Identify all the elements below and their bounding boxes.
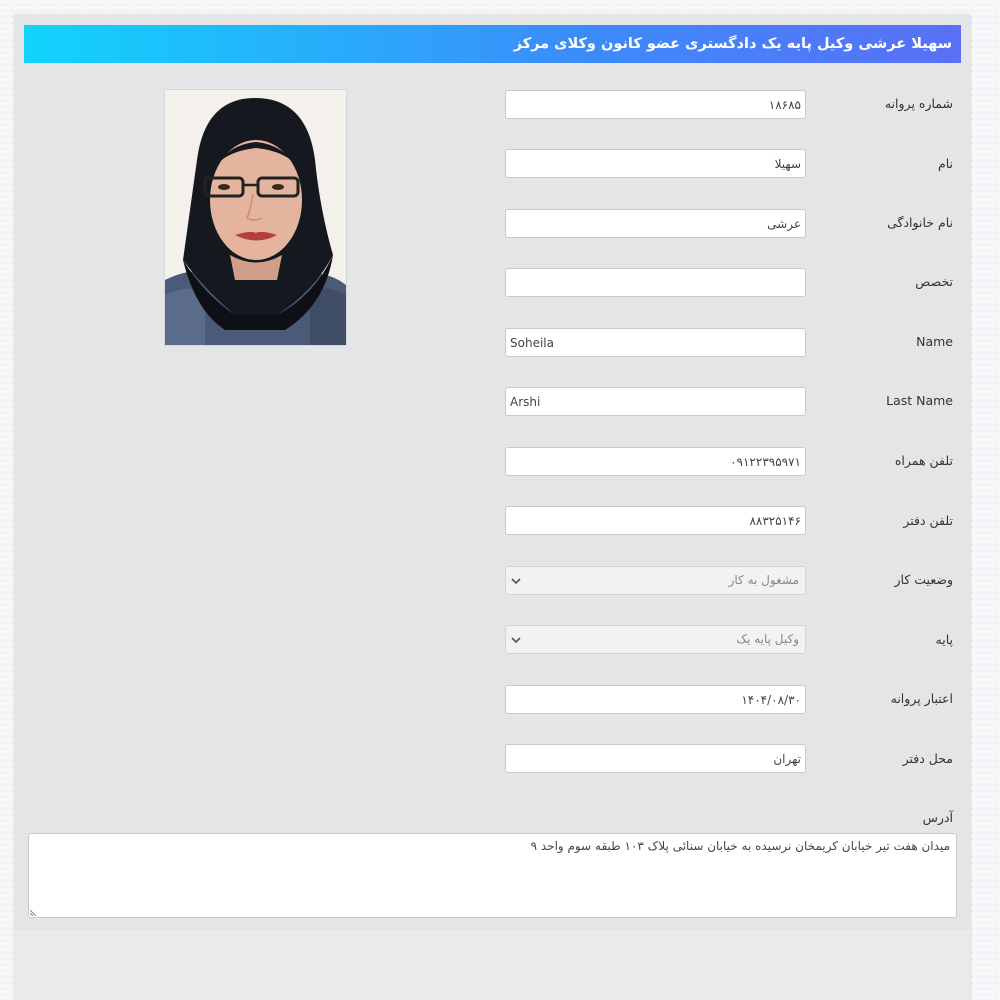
license-validity-label: اعتبار پروانه bbox=[890, 691, 953, 706]
lawyer-photo bbox=[164, 89, 347, 346]
address-label: آدرس bbox=[922, 810, 953, 825]
work-status-value: مشغول به کار bbox=[728, 573, 799, 587]
resize-grip-icon[interactable] bbox=[30, 908, 38, 916]
first-name-field[interactable] bbox=[505, 149, 806, 178]
chevron-down-icon bbox=[510, 575, 522, 587]
chevron-down-icon bbox=[510, 634, 522, 646]
last-name-label: نام خانوادگی bbox=[887, 215, 953, 230]
work-status-label: وضعیت کار bbox=[894, 572, 953, 587]
english-name-label: Name bbox=[916, 334, 953, 349]
grade-value: وکیل پایه یک bbox=[736, 632, 799, 646]
address-text: میدان هفت تیر خیابان کریمخان نرسیده به خیابان سنائی پلاک ۱۰۳ طبقه سوم واحد ۹ bbox=[530, 839, 950, 853]
license-number-label: شماره پروانه bbox=[884, 96, 953, 111]
address-textarea[interactable] bbox=[28, 833, 957, 918]
license-validity-field[interactable] bbox=[505, 685, 806, 714]
lawyer-profile-card bbox=[15, 15, 970, 1000]
office-phone-field[interactable] bbox=[505, 506, 806, 535]
profile-header-title: سهیلا عرشی وکیل پایه یک دادگستری عضو کانون وکلای مرکز bbox=[24, 25, 961, 63]
license-number-field[interactable] bbox=[505, 90, 806, 119]
first-name-label: نام bbox=[937, 156, 953, 171]
last-name-field[interactable] bbox=[505, 209, 806, 238]
english-last-name-field[interactable] bbox=[505, 387, 806, 416]
mobile-phone-field[interactable] bbox=[505, 447, 806, 476]
mobile-phone-label: تلفن همراه bbox=[894, 453, 953, 468]
specialty-field[interactable] bbox=[505, 268, 806, 297]
office-phone-label: تلفن دفتر bbox=[903, 513, 953, 528]
english-name-field[interactable] bbox=[505, 328, 806, 357]
specialty-label: تخصص bbox=[915, 274, 953, 289]
office-location-field[interactable] bbox=[505, 744, 806, 773]
office-location-label: محل دفتر bbox=[902, 751, 953, 766]
english-last-name-label: Last Name bbox=[886, 393, 953, 408]
work-status-select[interactable] bbox=[505, 566, 806, 595]
grade-select[interactable] bbox=[505, 625, 806, 654]
card-footer-area bbox=[15, 930, 970, 1000]
grade-label: پایه bbox=[935, 632, 953, 647]
